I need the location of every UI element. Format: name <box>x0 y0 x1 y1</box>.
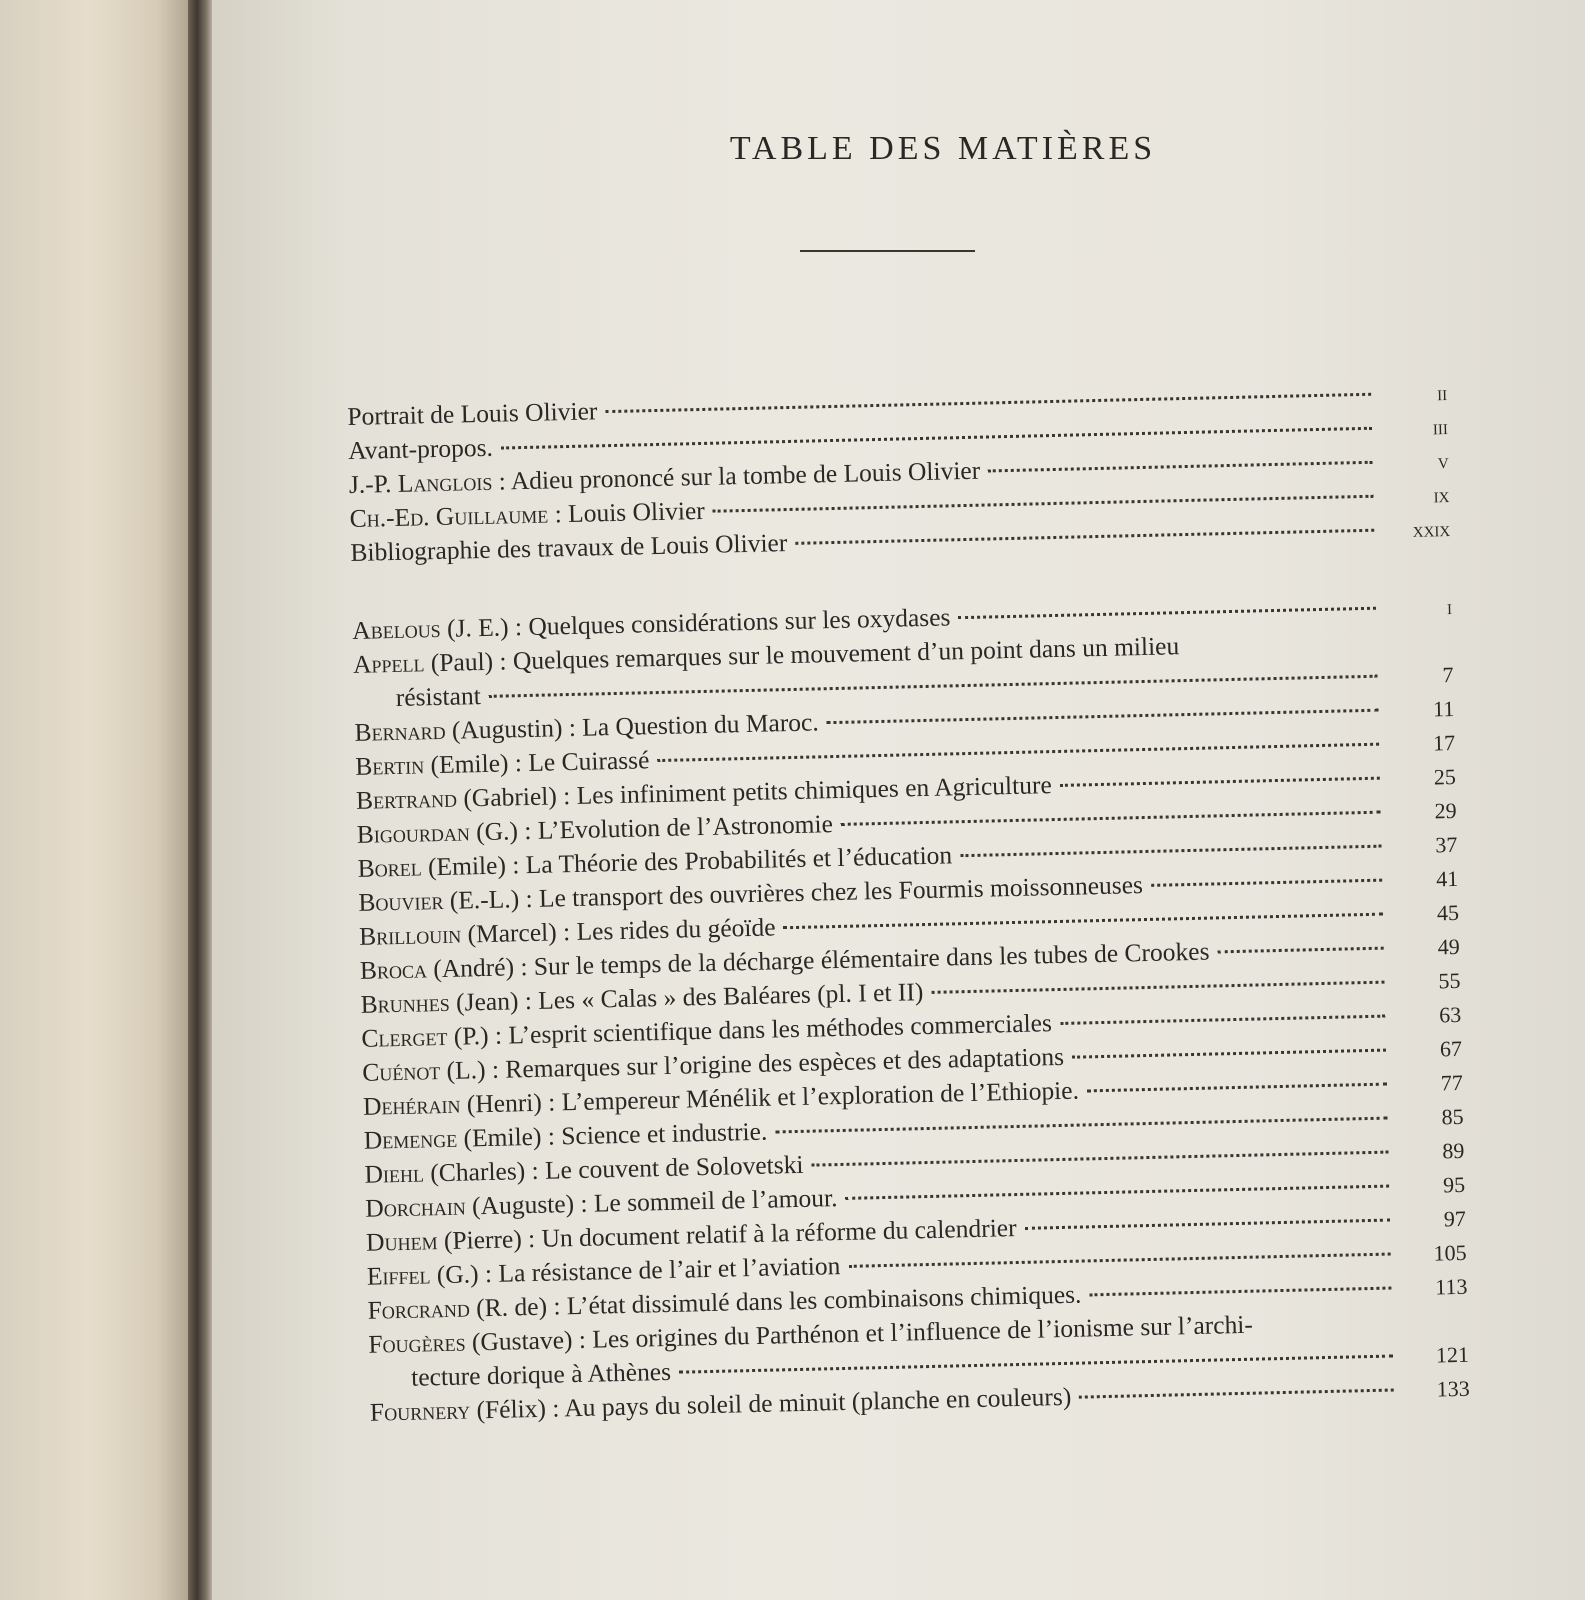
page-number: 67 <box>1439 1035 1463 1062</box>
author-initials: (Emile) <box>421 850 507 882</box>
entry-text: : Louis Olivier <box>547 495 706 529</box>
entry-text: : Un document relatif à la réforme du calendrier <box>521 1213 1017 1254</box>
page-number: v <box>1437 448 1449 474</box>
page-number: 97 <box>1443 1205 1467 1232</box>
dot-leader <box>988 461 1373 473</box>
entry-text: : Quelques remarques sur le mouvement d’un point dans un milieu <box>492 631 1180 676</box>
author-initials: (Charles) <box>423 1156 526 1188</box>
author-name: Brunhes <box>360 987 451 1019</box>
dot-leader <box>1060 1015 1385 1025</box>
page-number: i <box>1446 593 1453 620</box>
author-initials: (L.) <box>439 1055 486 1086</box>
entry-title-continuation: tecture dorique à Athènes <box>410 1356 672 1392</box>
entry-text: : Le Cuirassé <box>508 745 650 778</box>
entry-text: : Sur le temps de la décharge élémentaire dans les tubes de Crookes <box>513 936 1210 982</box>
dot-leader <box>848 1253 1390 1268</box>
author-name: Bertrand <box>355 783 458 815</box>
page-number: 17 <box>1432 729 1456 756</box>
author-initials: (Auguste) <box>465 1189 575 1221</box>
page-number: 25 <box>1433 763 1457 790</box>
dot-leader <box>1072 1049 1386 1059</box>
preliminaries-list <box>347 375 1451 570</box>
page-number: 41 <box>1435 865 1459 892</box>
author-name: Bertin <box>354 750 425 781</box>
dot-leader <box>1025 1219 1390 1230</box>
page-number: ii <box>1436 380 1448 406</box>
dot-leader <box>795 529 1374 545</box>
dot-leader <box>679 1355 1393 1374</box>
dot-leader <box>657 743 1379 762</box>
author-name: Brillouin <box>358 919 462 951</box>
dot-leader <box>1060 777 1380 787</box>
author-name: Diehl <box>364 1158 425 1189</box>
page-number: 11 <box>1432 695 1455 722</box>
author-name: Abelous <box>351 613 441 645</box>
page-number: 113 <box>1434 1273 1468 1300</box>
entry-text: : Les infiniment petits chimiques en Agriculture <box>556 770 1053 811</box>
author-name: Broca <box>359 954 428 985</box>
dot-leader <box>827 709 1379 725</box>
entry-text: : L’état dissimulé dans les combinaisons chimiques. <box>546 1279 1082 1321</box>
page-number: 105 <box>1433 1239 1467 1266</box>
page-number: 49 <box>1437 933 1460 960</box>
author-initials: (Pierre) <box>437 1224 523 1256</box>
author-name: Bouvier <box>358 885 444 917</box>
author-initials: (J. E.) <box>440 612 509 643</box>
entry-text: : Le couvent de Solovetski <box>524 1149 804 1186</box>
page-number: 29 <box>1434 797 1457 824</box>
author-initials: (R. de) <box>469 1291 548 1323</box>
page-number: 95 <box>1442 1171 1466 1198</box>
author-initials: (P.) <box>447 1020 489 1051</box>
entry-title-continuation: résistant <box>395 681 482 712</box>
contributions-list <box>352 589 1470 1430</box>
entry-text: : Remarques sur l’origine des espèces et des adaptations <box>485 1041 1065 1085</box>
page-number: 121 <box>1435 1341 1470 1368</box>
author-name: Dehérain <box>362 1089 461 1121</box>
dot-leader <box>1087 1083 1387 1093</box>
entry-title: Bibliographie des travaux de Louis Olivier <box>350 528 788 567</box>
author-name: Appell <box>352 648 425 679</box>
title-rule <box>800 250 975 252</box>
table-of-contents <box>347 375 1470 1430</box>
entry-text: : Les rides du géoïde <box>556 912 776 947</box>
author-name: Demenge <box>363 1123 458 1155</box>
author-initials: (E.-L.) <box>443 884 520 915</box>
dot-leader <box>931 981 1384 994</box>
entry-text: : Le sommeil de l’amour. <box>573 1183 838 1219</box>
author-name: Forcrand <box>367 1293 471 1325</box>
dot-leader <box>775 1117 1387 1134</box>
author-initials: (Emile) <box>456 1121 542 1153</box>
dot-leader <box>1217 947 1383 954</box>
author-initials: (Jean) <box>449 986 519 1017</box>
author-name: Bigourdan <box>356 817 471 849</box>
entry-text: : La résistance de l’air et l’aviation <box>478 1251 841 1289</box>
author-name: Dorchain <box>365 1191 467 1223</box>
dot-leader <box>811 1151 1388 1167</box>
dot-leader <box>845 1185 1389 1200</box>
dot-leader <box>1089 1287 1391 1297</box>
author-name: Borel <box>357 852 422 883</box>
page-title: TABLE DES MATIÈRES <box>729 130 1157 167</box>
author-initials: (Paul) <box>424 646 494 678</box>
dot-leader <box>960 845 1381 858</box>
page-number: 63 <box>1438 1001 1462 1028</box>
entry-text: : Au pays du soleil de minuit (planche en couleurs) <box>545 1381 1072 1423</box>
dot-leader <box>713 495 1374 513</box>
page-number: 89 <box>1442 1137 1465 1164</box>
author-name: Fougères <box>368 1327 466 1359</box>
entry-text: : Science et industrie. <box>541 1116 768 1151</box>
entry-text: : L’Evolution de l’Astronomie <box>517 809 834 846</box>
author-name: Eiffel <box>366 1260 431 1291</box>
author-initials: (G.) <box>430 1259 479 1290</box>
entry-text: : L’esprit scientifique dans les méthodes commerciales <box>488 1008 1053 1050</box>
page-number: 133 <box>1436 1375 1470 1402</box>
page-number: 7 <box>1442 661 1454 688</box>
entry-text: : Le transport des ouvrières chez les Fourmis moissonneuses <box>518 870 1144 914</box>
dot-leader <box>501 427 1372 450</box>
author-initials: (Gabriel) <box>456 781 558 813</box>
entry-text: : Quelques considérations sur les oxydases <box>508 602 951 642</box>
entry-text: : L’empereur Ménélik et l’exploration de l’Ethiopie. <box>541 1075 1080 1117</box>
dot-leader <box>1151 879 1382 887</box>
author-initials: (André) <box>426 952 515 984</box>
book-gutter <box>188 0 214 1600</box>
page-number: ix <box>1433 482 1450 508</box>
author-name: J.-P. Langlois <box>348 466 493 499</box>
author-initials: (Augustin) <box>445 713 563 745</box>
dot-leader <box>605 393 1371 413</box>
entry-text: : Les origines du Parthénon et l’influence de l’ionisme sur l’archi- <box>572 1309 1254 1355</box>
entry-text: : Les « Calas » des Baléares (pl. I et II) <box>518 977 924 1016</box>
page-number: 85 <box>1441 1103 1464 1130</box>
dot-leader <box>1079 1389 1394 1399</box>
author-initials: (Félix) <box>469 1393 547 1425</box>
entry-text: : Adieu prononcé sur la tombe de Louis Olivier <box>492 455 981 496</box>
author-initials: (G.) <box>469 816 519 847</box>
author-initials: (Emile) <box>423 748 509 780</box>
author-name: Ch.-Ed. Guillaume <box>349 499 549 533</box>
author-name: Duhem <box>365 1226 438 1257</box>
author-name: Bernard <box>354 715 446 747</box>
author-initials: (Marcel) <box>460 917 558 949</box>
author-initials: (Henri) <box>460 1087 543 1119</box>
entry-text: : La Théorie des Probabilités et l’éducation <box>505 840 953 880</box>
entry-title: Portrait de Louis Olivier <box>347 396 598 431</box>
entry-title: Avant-propos. <box>347 432 494 465</box>
author-name: Fournery <box>369 1395 471 1427</box>
author-initials: (Gustave) <box>465 1325 573 1357</box>
author-name: Clerget <box>361 1021 448 1053</box>
dot-leader <box>489 675 1378 698</box>
dot-leader <box>783 913 1383 930</box>
page-number: 45 <box>1436 899 1460 926</box>
author-name: Cuénot <box>361 1056 441 1087</box>
page-number: 55 <box>1438 967 1461 994</box>
dot-leader <box>958 607 1376 619</box>
dot-leader <box>841 811 1381 826</box>
page-number: 37 <box>1435 831 1458 858</box>
page-number: 77 <box>1440 1069 1464 1096</box>
entry-text: : La Question du Maroc. <box>562 707 820 743</box>
page-number: iii <box>1432 414 1449 440</box>
page-number: xxix <box>1412 516 1451 542</box>
left-page <box>0 0 196 1600</box>
